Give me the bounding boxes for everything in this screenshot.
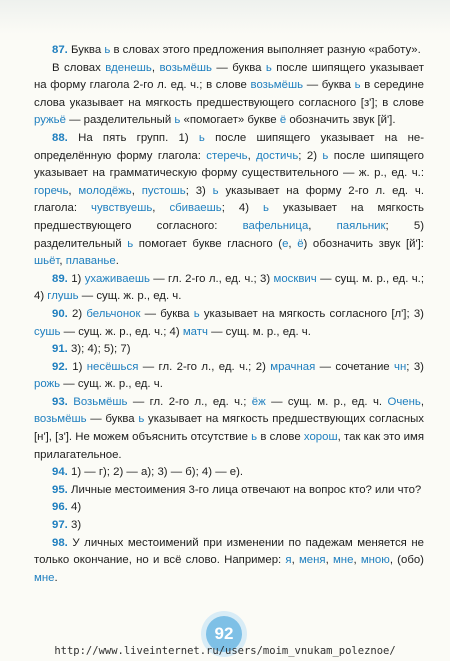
- text-run: — гл. 2-го л., ед. ч.; 2): [138, 360, 271, 373]
- text-run: , (обо): [389, 554, 424, 567]
- highlighted-word: Очень: [387, 395, 421, 408]
- text-run: Буква: [67, 44, 105, 56]
- highlighted-word: горечь: [34, 184, 69, 197]
- highlighted-word: ь: [127, 237, 134, 250]
- exercise-number: 96.: [52, 501, 68, 514]
- text-run: ,: [353, 554, 361, 567]
- highlighted-word: меня: [298, 554, 326, 567]
- highlighted-word: вденешь: [105, 61, 152, 74]
- text-run: указывает на мягкость согласного [л']; 3): [199, 307, 424, 320]
- text-run: ; 5) разделительный: [34, 219, 424, 250]
- text-run: ; 4): [221, 202, 263, 215]
- text-run: в слове: [257, 431, 304, 444]
- highlighted-word: стеречь: [206, 149, 248, 162]
- highlighted-word: я: [285, 554, 292, 567]
- highlighted-word: сушь: [34, 325, 61, 338]
- text-run: ,: [288, 237, 298, 250]
- text-run: помогает букве гласного (: [133, 237, 283, 250]
- text-run: 1) — г); 2) — а); 3) — б); 4) — е).: [67, 466, 244, 479]
- highlighted-word: ь: [104, 44, 111, 56]
- text-run: — сущ. ж. р., ед. ч.; 4): [60, 325, 183, 338]
- answer-paragraph: [34, 341, 424, 359]
- highlighted-word: плаванье: [65, 255, 116, 268]
- answer-paragraph: [34, 499, 424, 517]
- highlighted-word: рожь: [34, 378, 61, 391]
- answer-paragraph: [34, 394, 424, 464]
- answers-text: [34, 42, 424, 587]
- answer-paragraph: [34, 130, 424, 271]
- highlighted-word: ь: [322, 149, 329, 162]
- highlighted-word: ь: [265, 61, 272, 74]
- text-run: — сущ. ж. р., ед. ч.: [78, 290, 182, 303]
- highlighted-word: шьёт: [34, 255, 60, 268]
- text-run: — сущ. м. р., ед. ч.: [207, 325, 311, 338]
- exercise-number: 95.: [52, 483, 68, 496]
- text-run: — буква: [303, 79, 355, 92]
- highlighted-word: глушь: [47, 290, 79, 303]
- highlighted-word: ё: [297, 237, 304, 250]
- highlighted-word: молодёжь: [78, 184, 132, 197]
- highlighted-word: чувствуешь: [91, 202, 153, 215]
- highlighted-word: хорош: [303, 431, 338, 444]
- exercise-number: 87.: [52, 44, 68, 56]
- highlighted-word: достичь: [256, 149, 299, 162]
- text-run: — сущ. ж. р., ед. ч.: [60, 378, 163, 391]
- text-run: ,: [59, 255, 66, 268]
- answer-paragraph: [34, 306, 424, 341]
- page-number: 92: [206, 616, 242, 652]
- highlighted-word: ь: [198, 131, 205, 144]
- text-run: ,: [291, 554, 299, 567]
- answer-paragraph: [34, 517, 424, 535]
- text-run: ; 3): [406, 360, 424, 373]
- text-run: ) обозначить звук [й']:: [303, 237, 424, 250]
- text-run: .: [115, 255, 119, 268]
- text-run: после шипящего указывает на неопределённую форму глагола:: [34, 131, 424, 162]
- highlighted-word: ь: [212, 184, 219, 197]
- exercise-number: 88.: [52, 131, 68, 144]
- text-run: ,: [131, 184, 142, 197]
- answer-paragraph: [34, 42, 424, 60]
- text-run: указывает на мягкость предшествующего согласного:: [34, 202, 424, 232]
- text-run: 3); 4); 5); 7): [67, 343, 131, 356]
- text-run: ,: [308, 219, 337, 232]
- text-run: У личных местоимений при изменении по падежам меняется не только окончание, но и всё слово. Например:: [34, 536, 424, 567]
- answer-paragraph: [34, 271, 424, 306]
- text-run: указывает на форму 2-го л. ед. ч. глагола:: [34, 184, 424, 215]
- text-run: 1): [67, 272, 85, 285]
- text-run: , так как это имя прилагательное.: [34, 431, 424, 461]
- highlighted-word: мне: [332, 554, 354, 567]
- highlighted-word: ь: [263, 202, 269, 215]
- text-run: На пять групп. 1): [67, 131, 199, 144]
- text-run: — разделительный: [65, 114, 175, 127]
- highlighted-word: паяльник: [336, 219, 386, 232]
- highlighted-word: возьмёшь: [159, 61, 212, 74]
- highlighted-word: ухаживаешь: [84, 272, 150, 285]
- text-run: после шипящего указывает на грамматическую форму существительного — ж. р., ед. ч.:: [34, 149, 424, 180]
- highlighted-word: ё: [279, 114, 287, 127]
- highlighted-word: матч: [182, 325, 208, 338]
- highlighted-word: чн: [394, 360, 407, 373]
- text-run: — гл. 2-го л., ед. ч.;: [127, 395, 252, 408]
- answer-paragraph: [34, 359, 424, 394]
- text-run: .: [54, 571, 58, 584]
- answer-paragraph: [34, 60, 424, 130]
- highlighted-word: ёж: [251, 395, 266, 408]
- exercise-number: 91.: [52, 343, 68, 356]
- exercise-number: 97.: [52, 519, 68, 532]
- highlighted-word: москвич: [273, 272, 317, 285]
- text-run: обозначить звук [й'].: [286, 114, 396, 127]
- exercise-number: 90.: [52, 307, 68, 320]
- text-run: ,: [68, 184, 79, 197]
- answer-paragraph: [34, 535, 424, 588]
- text-run: ; 3): [185, 184, 213, 197]
- highlighted-word: ь: [251, 431, 258, 444]
- highlighted-word: ь: [138, 413, 145, 426]
- footer-url[interactable]: http://www.liveinternet.ru/users/moim_vnukam_poleznoe/: [54, 645, 396, 657]
- exercise-number: 89.: [52, 272, 68, 285]
- text-run: — сущ. м. р., ед. ч.: [265, 395, 388, 408]
- text-run: ,: [420, 395, 424, 408]
- exercise-number: 93.: [52, 395, 68, 408]
- text-run: — буква: [140, 307, 194, 320]
- highlighted-word: мрачная: [270, 360, 316, 373]
- text-run: 3): [67, 519, 82, 532]
- text-run: ; 2): [298, 149, 323, 162]
- exercise-number: 94.: [52, 466, 68, 479]
- highlighted-word: ь: [354, 79, 361, 92]
- highlighted-word: ружьё: [34, 114, 66, 127]
- highlighted-word: мне: [34, 571, 55, 584]
- exercise-number: 98.: [52, 536, 68, 549]
- highlighted-word: возьмёшь: [250, 79, 304, 92]
- text-run: после шипящего указывает на форму глагола 2-го л. ед. ч.; в слове: [34, 61, 424, 92]
- text-run: — буква: [211, 61, 266, 74]
- text-run: — сущ. м. р., ед. ч.; 4): [34, 272, 424, 303]
- answer-paragraph: [34, 464, 424, 482]
- highlighted-word: е: [282, 237, 289, 250]
- highlighted-word: Возьмёшь: [73, 395, 128, 408]
- text-run: Личные местоимения 3-го лица отвечают на вопрос кто? или что?: [67, 483, 422, 496]
- text-run: в середине слова указывает на мягкость предшествующего согласного [з']; в слове: [34, 79, 424, 109]
- text-run: ,: [247, 149, 257, 162]
- text-run: ,: [151, 61, 160, 74]
- page-top-band: [0, 0, 450, 34]
- text-run: ,: [152, 202, 170, 215]
- highlighted-word: возьмёшь: [34, 413, 87, 426]
- highlighted-word: мною: [360, 554, 390, 567]
- text-run: — буква: [86, 413, 139, 426]
- exercise-number: 92.: [52, 360, 68, 373]
- highlighted-word: пустошь: [141, 184, 186, 197]
- text-run: «помогает» букве: [180, 114, 280, 127]
- text-run: в словах этого предложения выполняет разную «работу».: [110, 44, 421, 56]
- highlighted-word: ь: [193, 307, 200, 320]
- highlighted-word: бельчонок: [86, 307, 141, 320]
- text-run: В словах: [52, 61, 106, 74]
- text-run: 1): [67, 360, 87, 373]
- answer-paragraph: [34, 482, 424, 500]
- text-run: 2): [67, 307, 87, 320]
- highlighted-word: ь: [174, 114, 181, 127]
- highlighted-word: вафельница: [242, 219, 309, 232]
- text-run: указывает на мягкость предшествующих согласных [н'], [з']. Не можем объяснить отсутствие: [34, 413, 424, 444]
- text-run: 4): [67, 501, 82, 514]
- highlighted-word: сбиваешь: [169, 202, 222, 215]
- text-run: ,: [325, 554, 333, 567]
- highlighted-word: несёшься: [86, 360, 139, 373]
- text-run: — гл. 2-го л., ед. ч.; 3): [149, 272, 274, 285]
- text-run: — сочетание: [315, 360, 395, 373]
